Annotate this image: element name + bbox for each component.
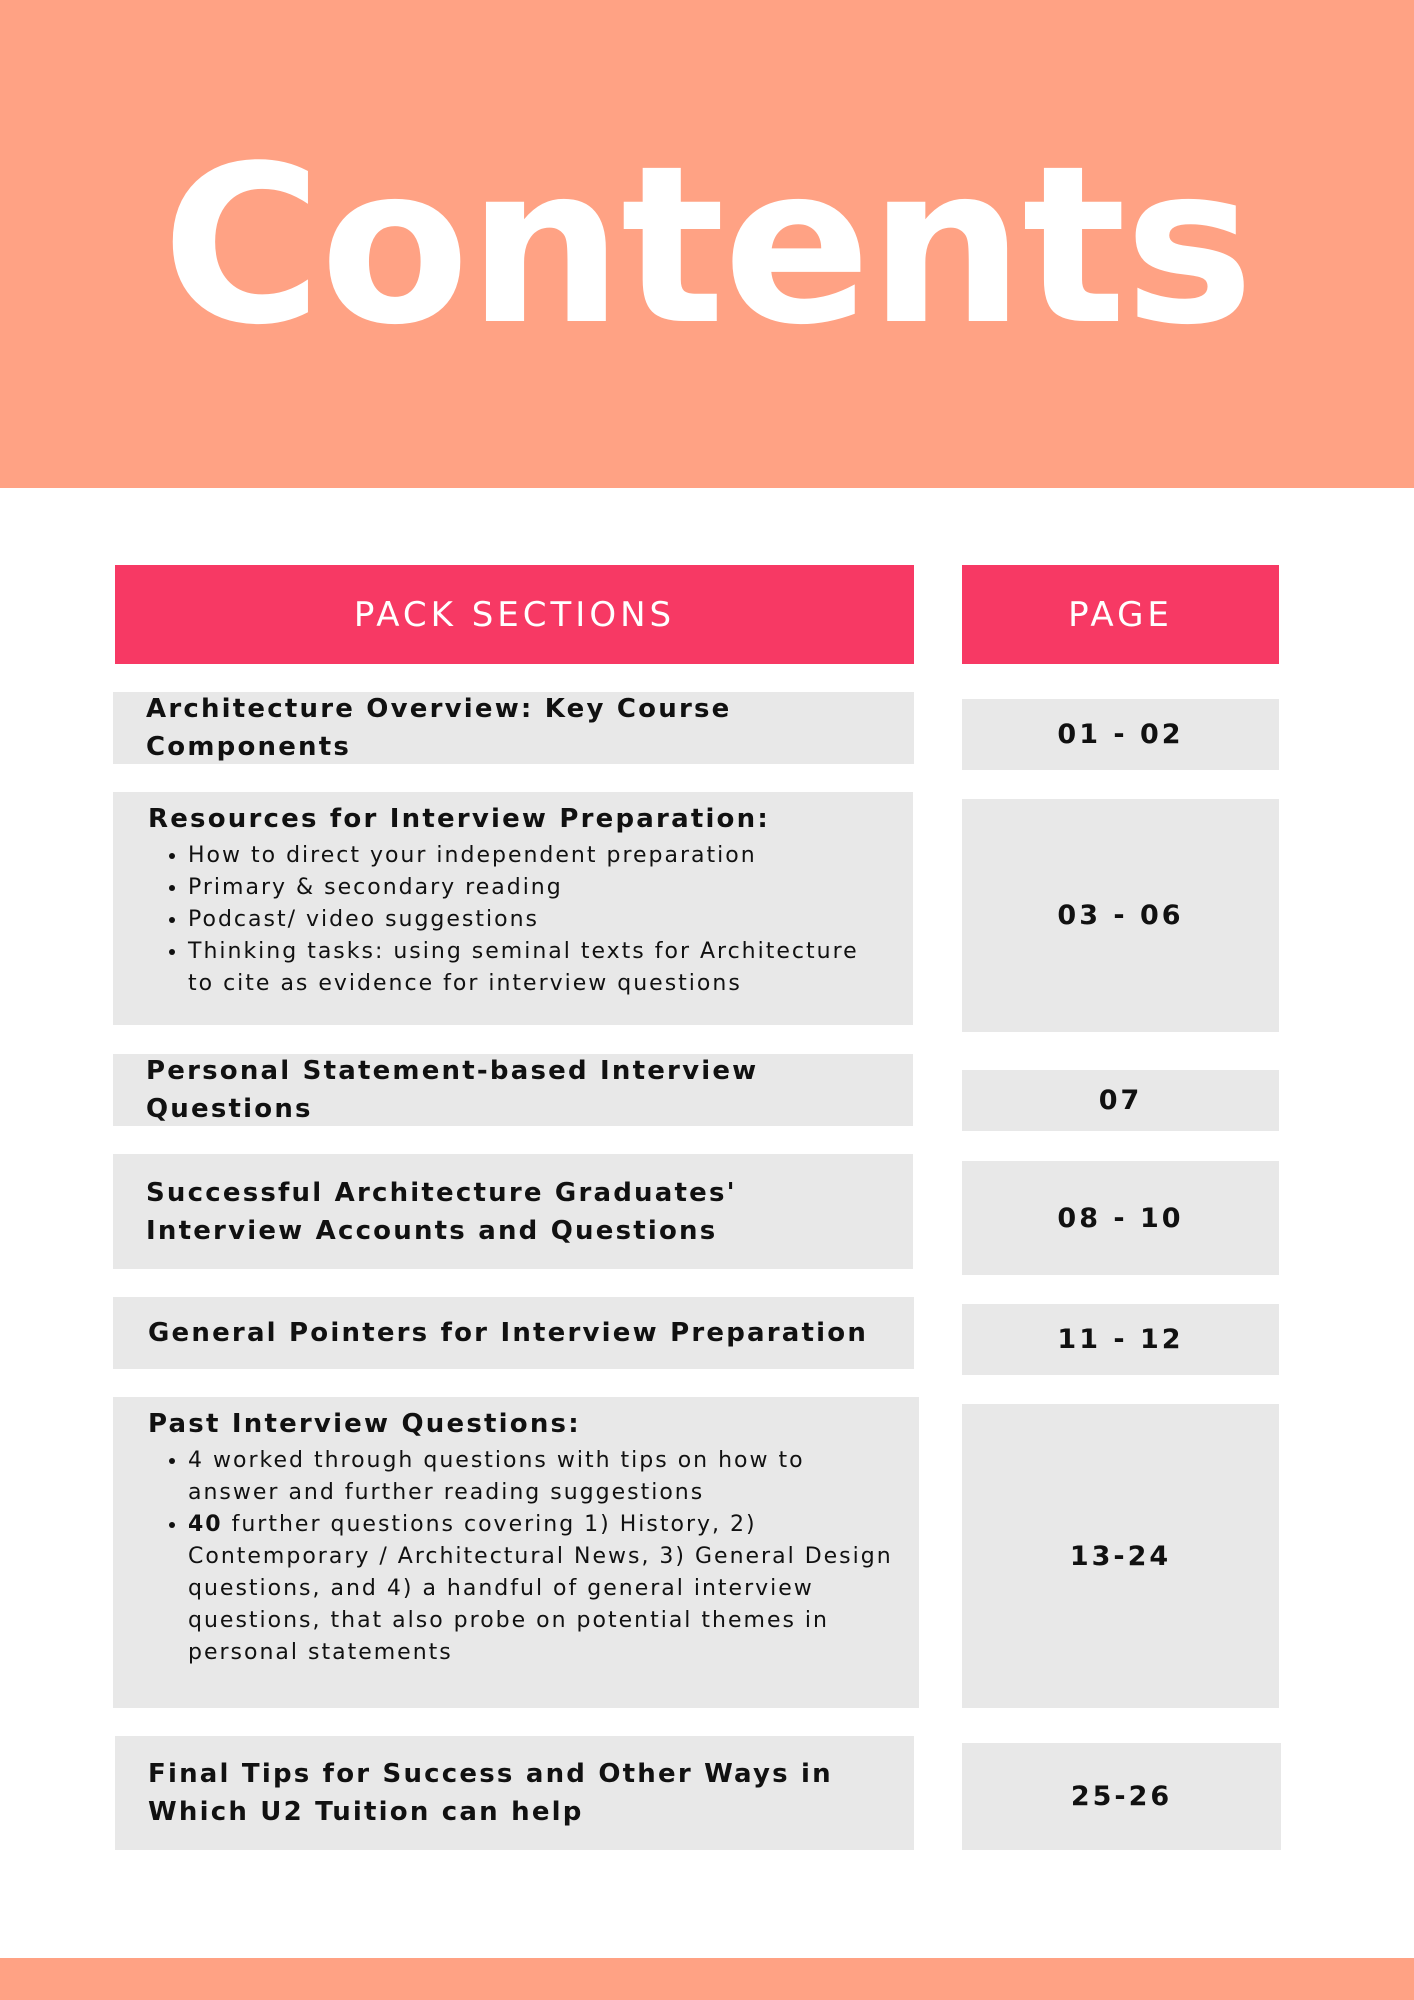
list-item bbox=[188, 1509, 899, 1669]
section-title: Personal Statement-based Interview Questions bbox=[146, 1056, 759, 1124]
page-range: 11 - 12 bbox=[962, 1304, 1279, 1375]
page-range: 13-24 bbox=[962, 1404, 1279, 1708]
footer-band bbox=[0, 1958, 1414, 2000]
list-item: • Thinking tasks: using seminal texts for Architecture to cite as evidence for interview questions bbox=[188, 936, 893, 1000]
bullet-list bbox=[148, 1445, 899, 1669]
section-row-final-tips bbox=[115, 1736, 914, 1850]
column-header-page: PAGE bbox=[962, 565, 1279, 664]
section-title-line-1: Final Tips for Success and Other Ways in bbox=[148, 1759, 833, 1789]
section-row-graduates-accounts bbox=[113, 1154, 913, 1269]
page-title: Contents bbox=[161, 120, 1253, 373]
page-range: 07 bbox=[962, 1070, 1279, 1131]
page-range: 25-26 bbox=[962, 1743, 1281, 1850]
section-row-general-pointers bbox=[113, 1297, 914, 1369]
section-row-architecture-overview bbox=[113, 692, 914, 764]
page-range: 01 - 02 bbox=[962, 699, 1279, 770]
section-title-line-1: Successful Architecture Graduates' bbox=[146, 1177, 737, 1208]
bullet-list bbox=[148, 840, 893, 1000]
question-count: 40 bbox=[188, 1512, 223, 1537]
column-header-sections: PACK SECTIONS bbox=[115, 565, 914, 664]
section-title-line-2: Interview Accounts and Questions bbox=[146, 1215, 718, 1246]
list-item: • How to direct your independent preparation bbox=[188, 840, 893, 872]
list-item: • Primary & secondary reading bbox=[188, 872, 893, 904]
section-row-personal-statement bbox=[113, 1054, 913, 1126]
section-row-resources bbox=[113, 792, 913, 1025]
section-title-line-2: Which U2 Tuition can help bbox=[148, 1797, 584, 1827]
section-title: General Pointers for Interview Preparation bbox=[148, 1318, 869, 1348]
section-title: Architecture Overview: Key Course Components bbox=[146, 694, 732, 762]
section-title: Resources for Interview Preparation: bbox=[148, 804, 770, 834]
page-range: 08 - 10 bbox=[962, 1161, 1279, 1275]
page-range: 03 - 06 bbox=[962, 799, 1279, 1032]
list-item: • 4 worked through questions with tips on how to answer and further reading suggestions bbox=[188, 1445, 899, 1509]
section-row-past-questions bbox=[113, 1397, 919, 1708]
section-title: Past Interview Questions: bbox=[148, 1409, 581, 1439]
list-item: • Podcast/ video suggestions bbox=[188, 904, 893, 936]
list-item-text: further questions covering 1) History, 2) Contemporary / Architectural News, 3) General Design questions, and 4) a handful of general interview questions, that also probe on potential themes in personal statements bbox=[188, 1512, 893, 1665]
